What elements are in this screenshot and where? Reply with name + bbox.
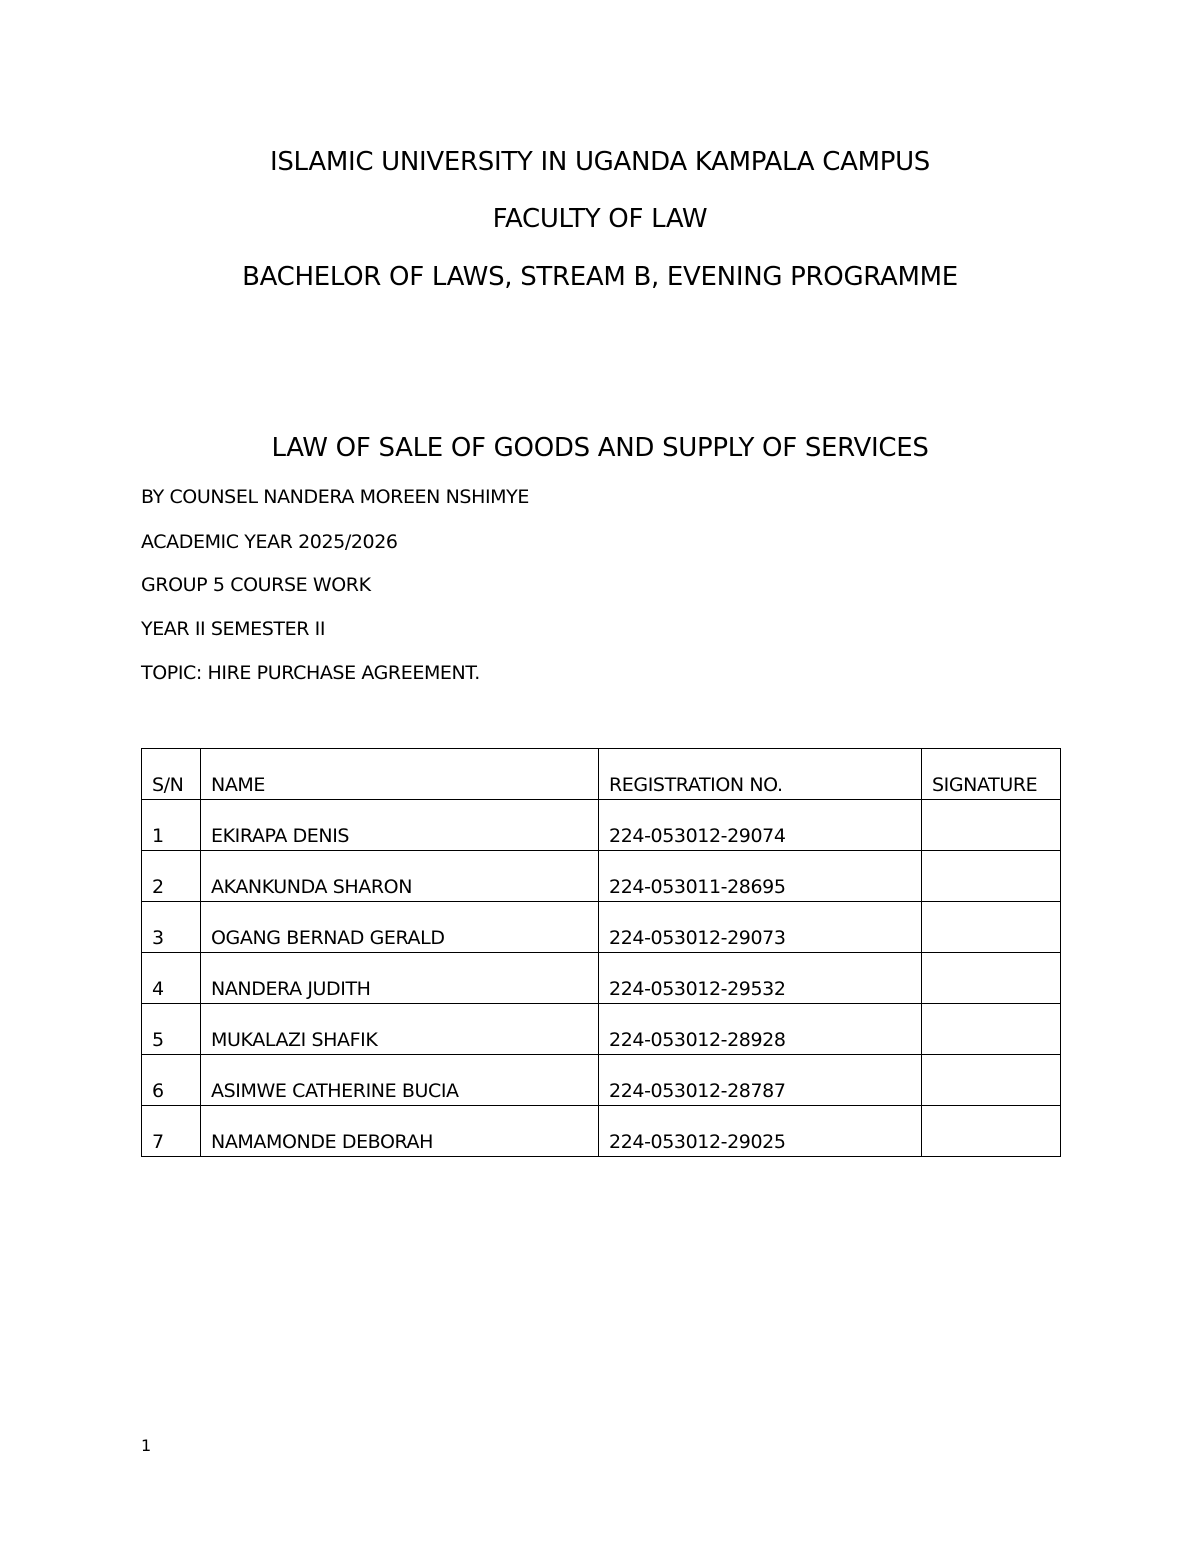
cell-name: NANDERA JUDITH (201, 953, 599, 1004)
cell-name: NAMAMONDE DEBORAH (201, 1106, 599, 1157)
column-header-registration: REGISTRATION NO. (599, 749, 922, 800)
cell-sn: 4 (142, 953, 201, 1004)
group-line: GROUP 5 COURSE WORK (141, 574, 371, 596)
cell-sn: 1 (142, 800, 201, 851)
cell-signature (922, 953, 1061, 1004)
cell-signature (922, 851, 1061, 902)
university-heading: ISLAMIC UNIVERSITY IN UGANDA KAMPALA CAMPUS (269, 147, 931, 177)
cell-signature (922, 1055, 1061, 1106)
cell-name: MUKALAZI SHAFIK (201, 1004, 599, 1055)
cell-registration: 224-053012-28928 (599, 1004, 922, 1055)
topic-line: TOPIC: HIRE PURCHASE AGREEMENT. (141, 662, 480, 684)
column-header-name: NAME (201, 749, 599, 800)
cell-name: ASIMWE CATHERINE BUCIA (201, 1055, 599, 1106)
cell-registration: 224-053012-29073 (599, 902, 922, 953)
cell-signature (922, 800, 1061, 851)
lecturer-line: BY COUNSEL NANDERA MOREEN NSHIMYE (141, 486, 529, 508)
column-header-sn: S/N (142, 749, 201, 800)
table-row (142, 1004, 1061, 1055)
semester-line: YEAR II SEMESTER II (141, 618, 326, 640)
table-row (142, 851, 1061, 902)
table-row (142, 800, 1061, 851)
cell-registration: 224-053012-29074 (599, 800, 922, 851)
cell-sn: 2 (142, 851, 201, 902)
cell-name: AKANKUNDA SHARON (201, 851, 599, 902)
cell-registration: 224-053012-28787 (599, 1055, 922, 1106)
cell-sn: 6 (142, 1055, 201, 1106)
cell-registration: 224-053012-29532 (599, 953, 922, 1004)
cell-registration: 224-053012-29025 (599, 1106, 922, 1157)
cell-signature (922, 1004, 1061, 1055)
cell-signature (922, 1106, 1061, 1157)
table-row (142, 1106, 1061, 1157)
cell-registration: 224-053011-28695 (599, 851, 922, 902)
cell-sn: 3 (142, 902, 201, 953)
table-row (142, 953, 1061, 1004)
table-row (142, 1055, 1061, 1106)
cell-name: OGANG BERNAD GERALD (201, 902, 599, 953)
table-row (142, 902, 1061, 953)
column-header-signature: SIGNATURE (922, 749, 1061, 800)
course-title: LAW OF SALE OF GOODS AND SUPPLY OF SERVICES (271, 433, 929, 463)
academic-year-line: ACADEMIC YEAR 2025/2026 (141, 531, 398, 553)
faculty-heading: FACULTY OF LAW (492, 204, 708, 234)
table-header-row (142, 749, 1061, 800)
cell-sn: 5 (142, 1004, 201, 1055)
programme-heading: BACHELOR OF LAWS, STREAM B, EVENING PROGRAMME (242, 262, 958, 292)
cell-name: EKIRAPA DENIS (201, 800, 599, 851)
cell-sn: 7 (142, 1106, 201, 1157)
page-number: 1 (141, 1436, 152, 1455)
members-table (141, 748, 1061, 1157)
cell-signature (922, 902, 1061, 953)
